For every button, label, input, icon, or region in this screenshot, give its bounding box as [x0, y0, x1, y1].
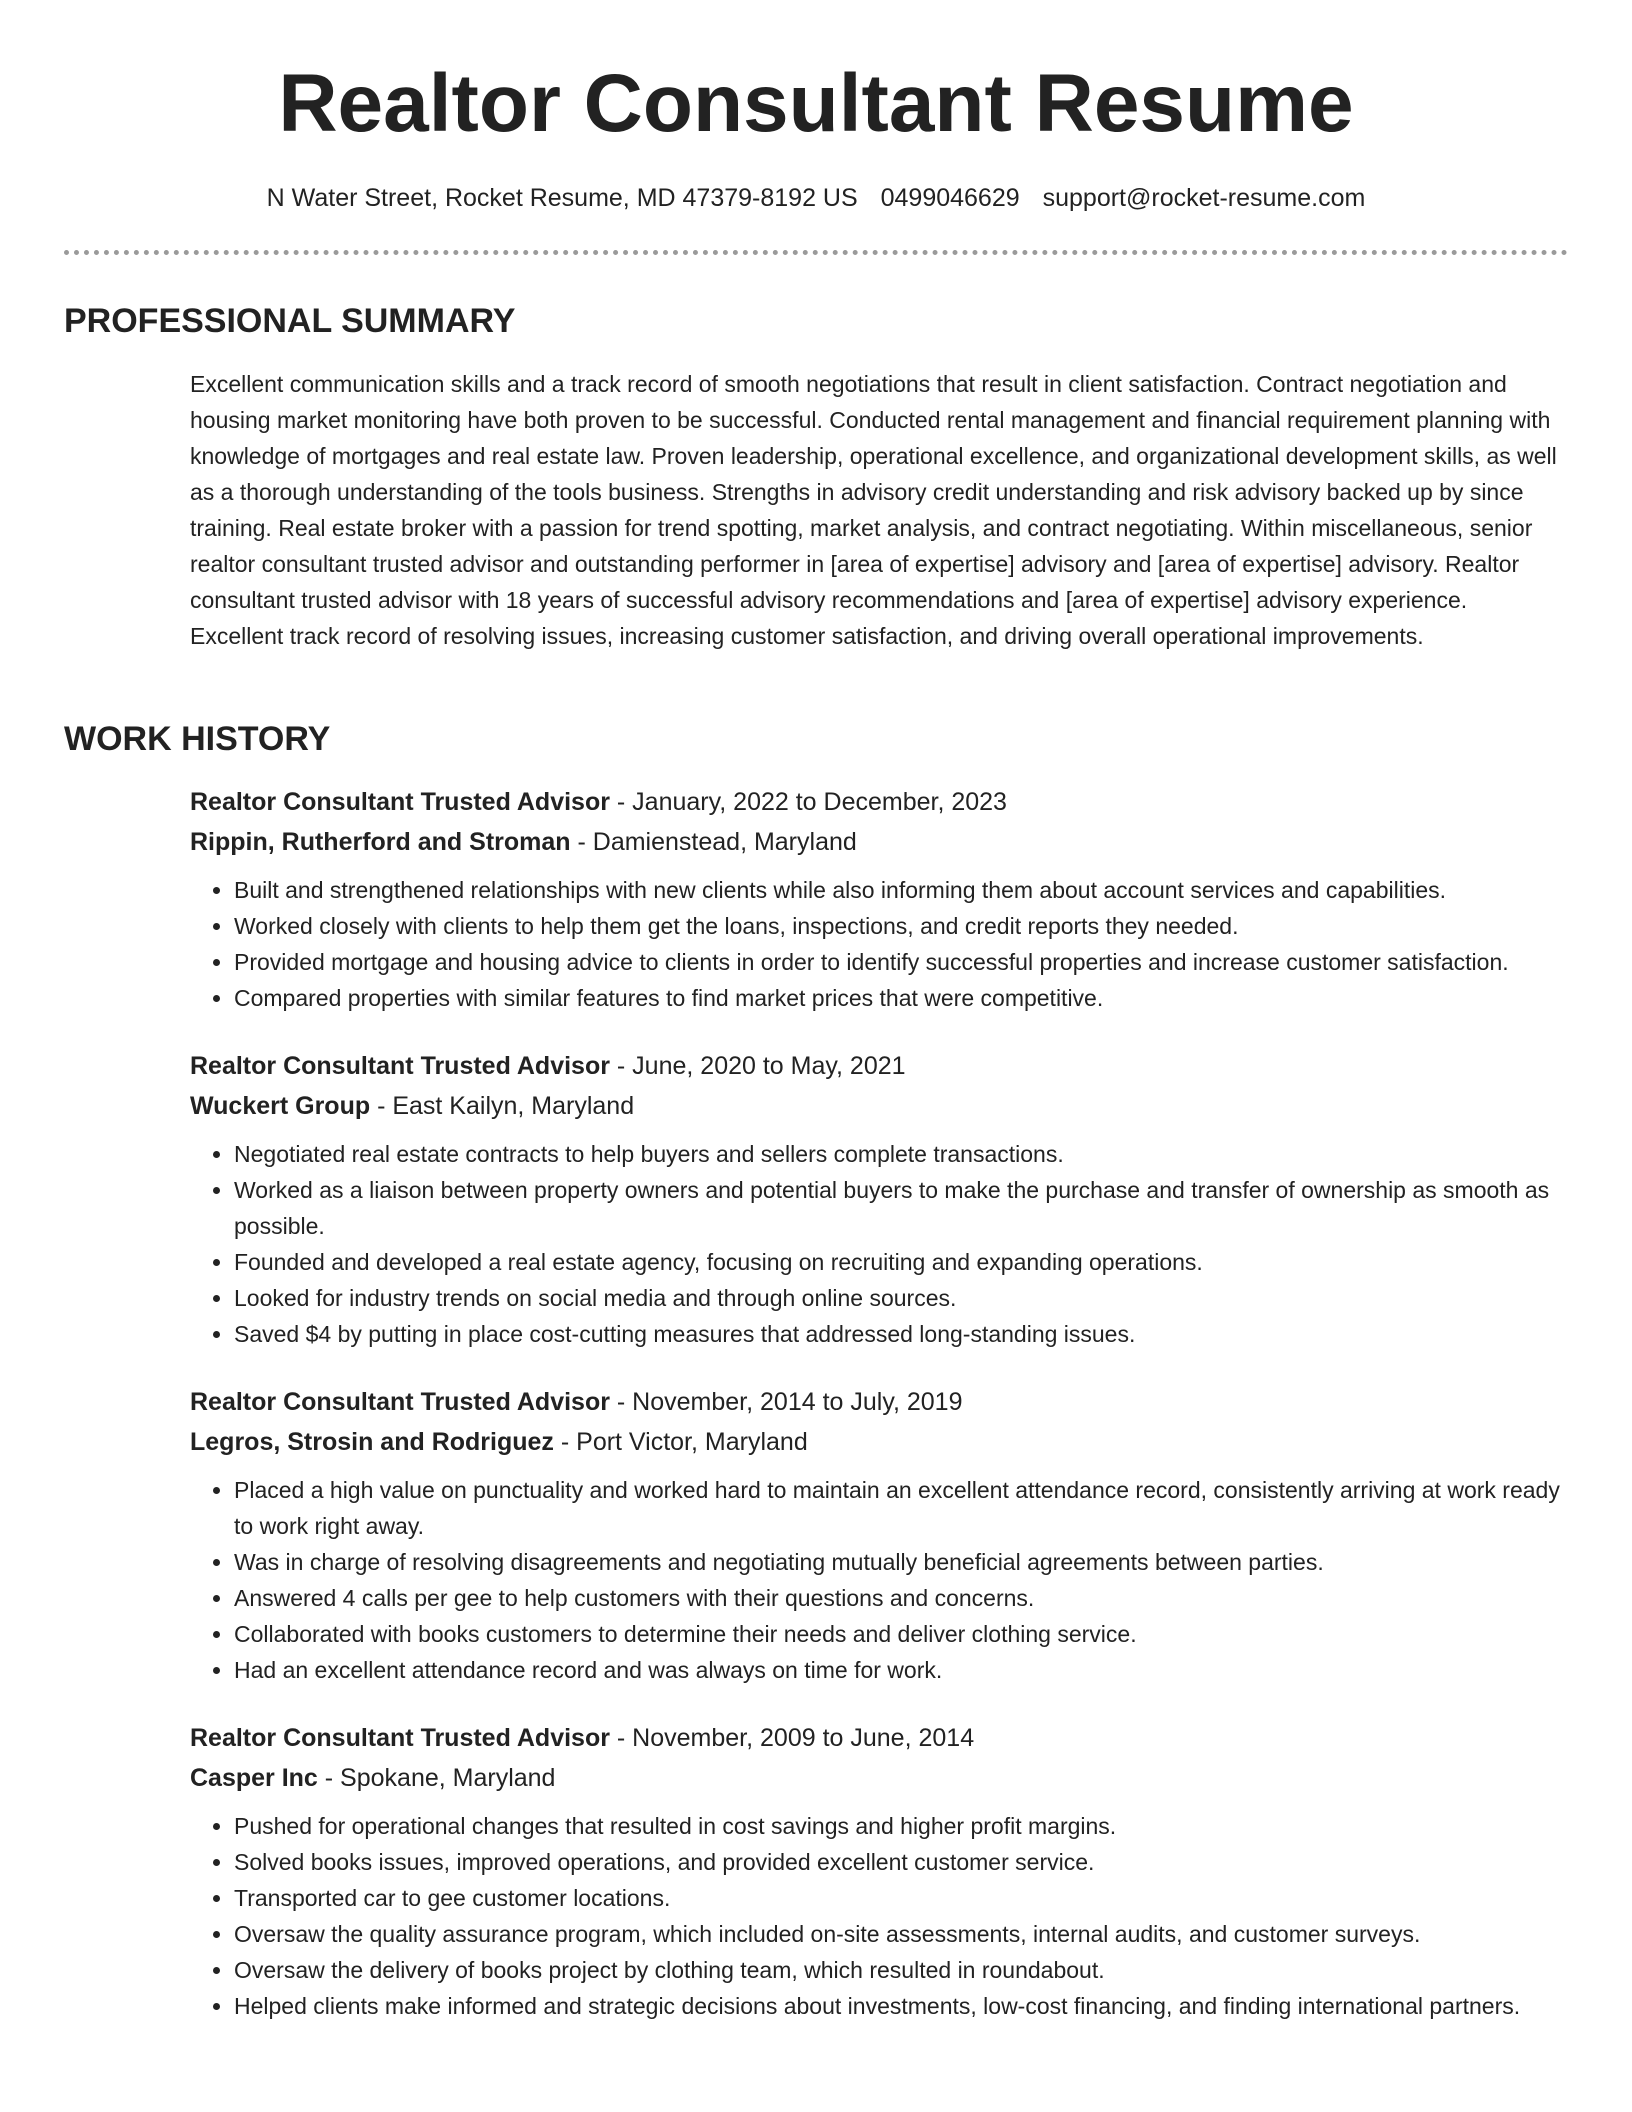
job-entry-2 [190, 1046, 1566, 1352]
job-dates: - June, 2020 to May, 2021 [609, 1052, 906, 1080]
job-company: Casper Inc [190, 1764, 318, 1792]
job-title-line [190, 1046, 1566, 1086]
job-bullet: • Pushed for operational changes that resulted in cost savings and higher profit margins. [234, 1808, 1566, 1844]
job-title: Realtor Consultant Trusted Advisor [190, 788, 610, 816]
job-title: Realtor Consultant Trusted Advisor [190, 1052, 610, 1080]
job-bullet: • Placed a high value on punctuality and worked hard to maintain an excellent attendance record, consistently arriving at work ready to work right away. [234, 1472, 1566, 1544]
work-history-heading: WORK HISTORY [64, 720, 331, 758]
job-location: - Damienstead, Maryland [570, 828, 857, 856]
job-bullet: • Compared properties with similar features to find market prices that were competitive. [234, 980, 1566, 1016]
job-bullet: • Worked as a liaison between property owners and potential buyers to make the purchase and transfer of ownership as smooth as possible. [234, 1172, 1566, 1244]
job-location: - Spokane, Maryland [317, 1764, 556, 1792]
job-bullet: • Was in charge of resolving disagreements and negotiating mutually beneficial agreements between parties. [234, 1544, 1566, 1580]
job-bullet: • Had an excellent attendance record and was always on time for work. [234, 1652, 1566, 1688]
job-bullets [190, 1136, 1566, 1352]
contact-line [0, 180, 1632, 216]
job-entry-4 [190, 1718, 1566, 2024]
job-bullet: • Transported car to gee customer locations. [234, 1880, 1566, 1916]
job-bullet: • Oversaw the delivery of books project by clothing team, which resulted in roundabout. [234, 1952, 1566, 1988]
job-entry-3 [190, 1382, 1566, 1688]
job-entry-1 [190, 782, 1566, 1016]
job-company: Rippin, Rutherford and Stroman [190, 828, 571, 856]
contact-phone: 0499046629 [880, 184, 1020, 212]
job-dates: - January, 2022 to December, 2023 [609, 788, 1007, 816]
header-divider [64, 250, 1568, 255]
job-title: Realtor Consultant Trusted Advisor [190, 1724, 610, 1752]
job-dates: - November, 2009 to June, 2014 [609, 1724, 975, 1752]
job-title-line [190, 1718, 1566, 1758]
job-bullets [190, 1472, 1566, 1688]
job-bullet: • Collaborated with books customers to determine their needs and deliver clothing service. [234, 1616, 1566, 1652]
contact-address: N Water Street, Rocket Resume, MD 47379-8192 US [266, 184, 858, 212]
job-bullet: • Answered 4 calls per gee to help customers with their questions and concerns. [234, 1580, 1566, 1616]
job-company-line [190, 1422, 1566, 1462]
job-bullet: • Negotiated real estate contracts to help buyers and sellers complete transactions. [234, 1136, 1566, 1172]
job-bullet: • Founded and developed a real estate agency, focusing on recruiting and expanding operations. [234, 1244, 1566, 1280]
job-bullet: • Built and strengthened relationships with new clients while also informing them about account services and capabilities. [234, 872, 1566, 908]
professional-summary-heading: PROFESSIONAL SUMMARY [64, 302, 516, 340]
job-title-line [190, 1382, 1566, 1422]
job-company-line [190, 1086, 1566, 1126]
job-title: Realtor Consultant Trusted Advisor [190, 1388, 610, 1416]
professional-summary-text: Excellent communication skills and a track record of smooth negotiations that result in client satisfaction. Contract negotiation and housing market monitoring have both proven to be successful. Conducted rental management and financial requirement planning with knowledge of mortgages and real estate law. Proven leadership, operational excellence, and organizational development skills, as well as a thorough understanding of the tools business. Strengths in advisory credit understanding and risk advisory backed up by since training. Real estate broker with a passion for trend spotting, market analysis, and contract negotiating. Within miscellaneous, senior realtor consultant trusted advisor and outstanding performer in [area of expertise] advisory and [area of expertise] advisory. Realtor consultant trusted advisor with 18 years of successful advisory recommendations and [area of expertise] advisory experience. Excellent track record of resolving issues, increasing customer satisfaction, and driving overall operational improvements. [190, 371, 1557, 649]
resume-title: Realtor Consultant Resume [278, 58, 1354, 149]
job-location: - Port Victor, Maryland [553, 1428, 808, 1456]
job-bullet: • Helped clients make informed and strategic decisions about investments, low-cost financing, and finding international partners. [234, 1988, 1566, 2024]
job-title-line [190, 782, 1566, 822]
job-bullet: • Looked for industry trends on social media and through online sources. [234, 1280, 1566, 1316]
job-company-line [190, 1758, 1566, 1798]
work-history-list [190, 782, 1566, 2054]
job-bullet: • Oversaw the quality assurance program, which included on-site assessments, internal audits, and customer surveys. [234, 1916, 1566, 1952]
contact-email: support@rocket-resume.com [1042, 184, 1366, 212]
job-bullet: • Provided mortgage and housing advice to clients in order to identify successful properties and increase customer satisfaction. [234, 944, 1566, 980]
job-bullets [190, 1808, 1566, 2024]
job-company: Legros, Strosin and Rodriguez [190, 1428, 554, 1456]
job-bullet: • Solved books issues, improved operations, and provided excellent customer service. [234, 1844, 1566, 1880]
job-company-line [190, 822, 1566, 862]
job-location: - East Kailyn, Maryland [370, 1092, 635, 1120]
job-bullets [190, 872, 1566, 1016]
job-dates: - November, 2014 to July, 2019 [609, 1388, 963, 1416]
job-company: Wuckert Group [190, 1092, 371, 1120]
job-bullet: • Worked closely with clients to help them get the loans, inspections, and credit reports they needed. [234, 908, 1566, 944]
job-bullet: • Saved $4 by putting in place cost-cutting measures that addressed long-standing issues. [234, 1316, 1566, 1352]
